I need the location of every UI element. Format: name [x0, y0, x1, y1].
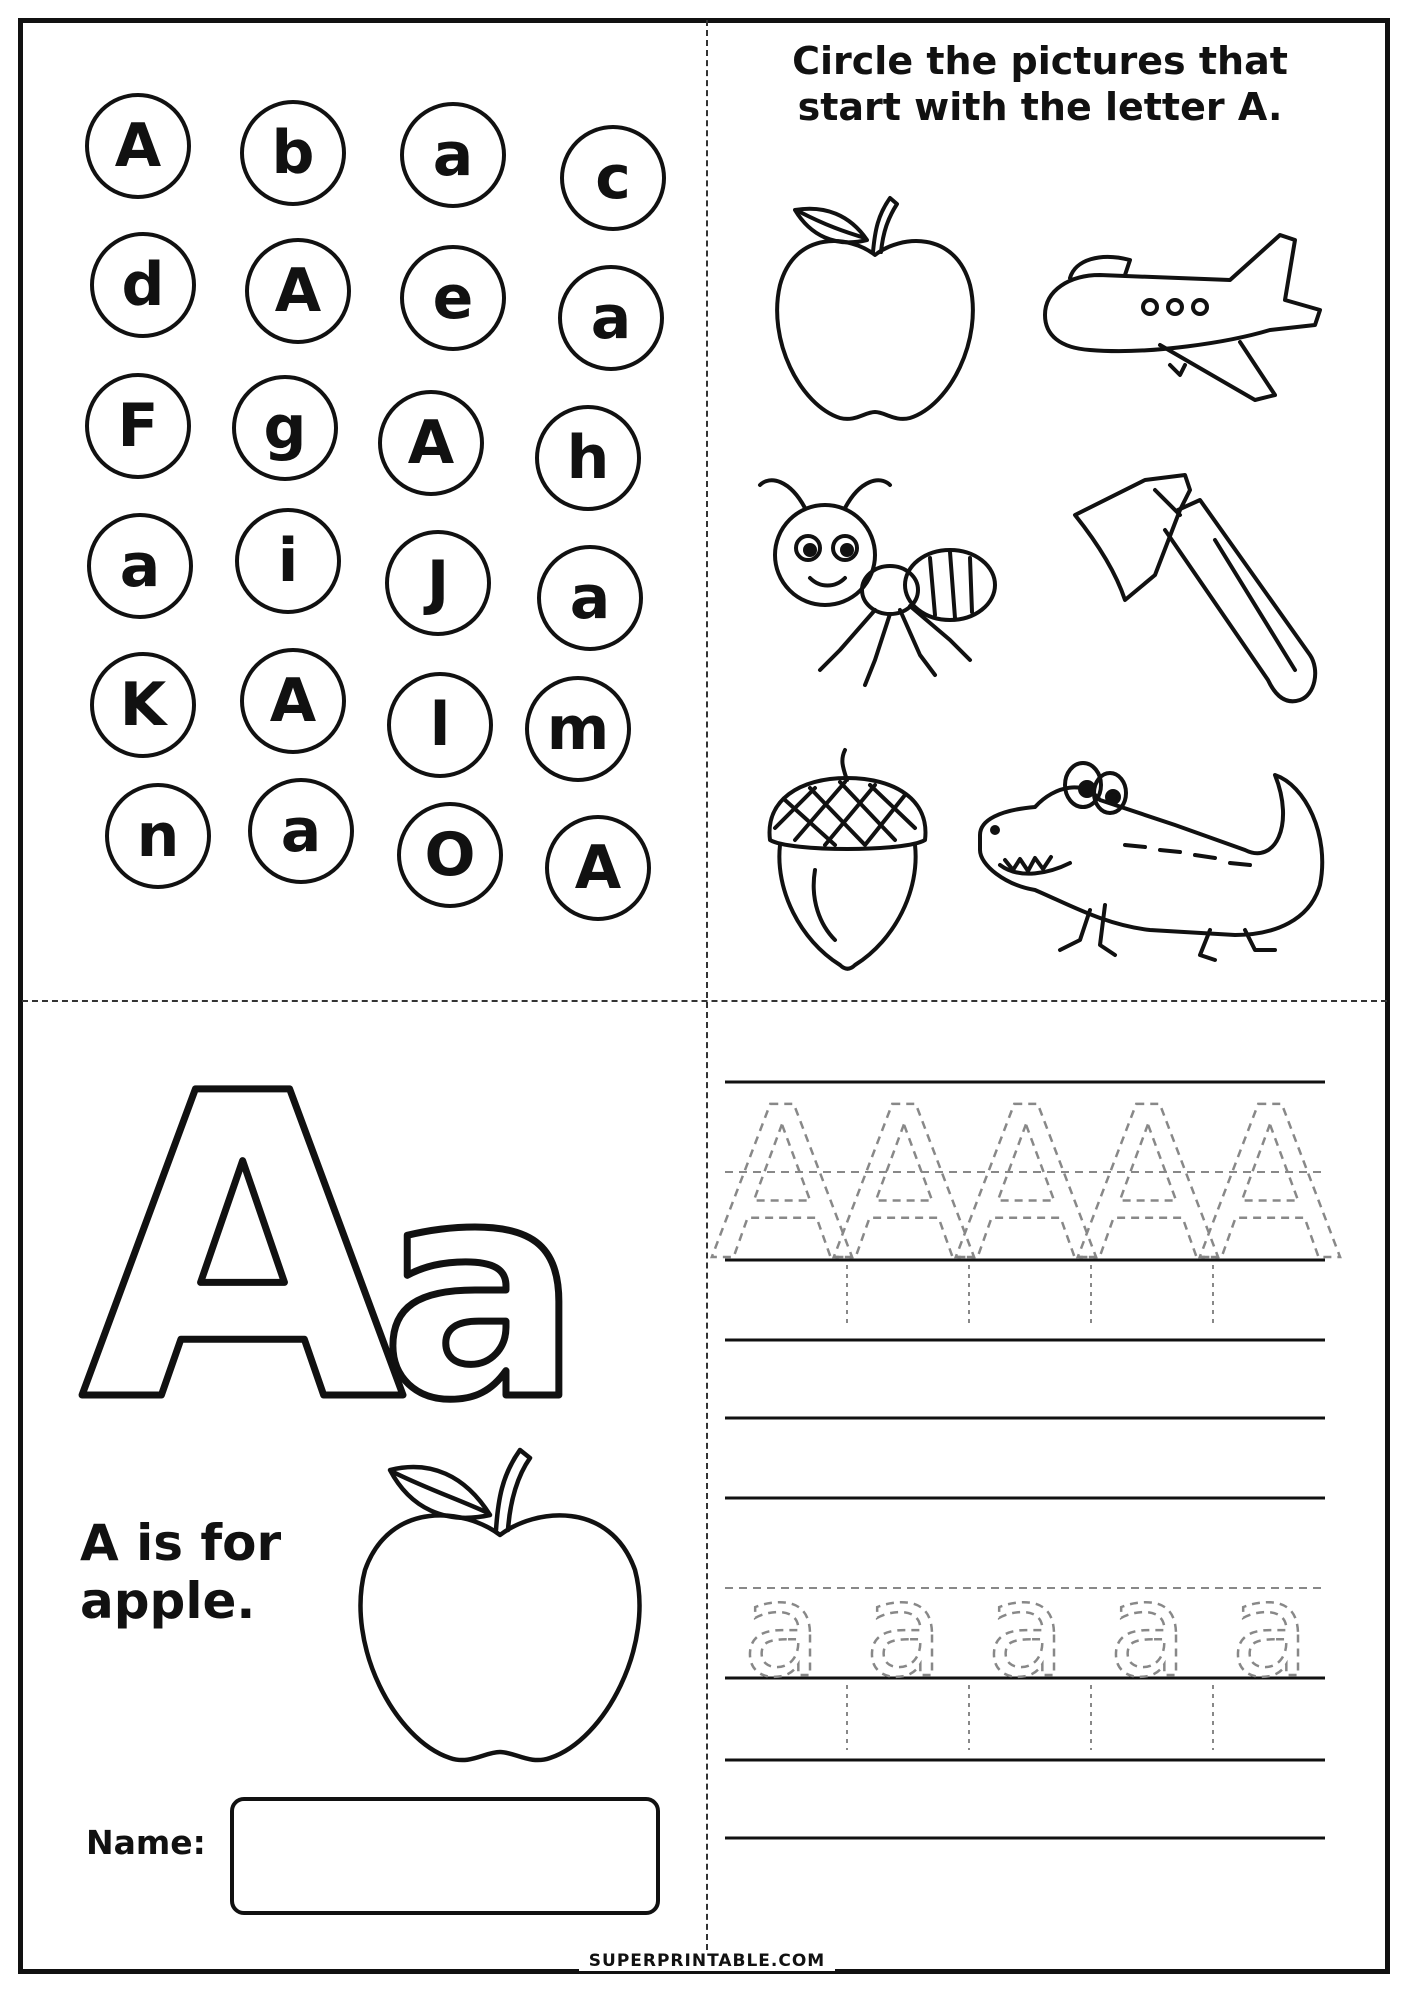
- name-field[interactable]: [230, 1797, 660, 1915]
- outline-letters: [80, 1006, 640, 1495]
- trace-letter-lowercase: a: [864, 1554, 944, 1706]
- trace-letter-lowercase: a: [742, 1554, 822, 1706]
- letter-bubble[interactable]: A: [378, 390, 484, 496]
- letter-bubble[interactable]: c: [560, 125, 666, 231]
- trace-letter-lowercase: a: [1230, 1554, 1310, 1706]
- letter-bubble[interactable]: O: [397, 802, 503, 908]
- vertical-cut-line: [706, 20, 708, 1970]
- letter-bubble[interactable]: l: [387, 672, 493, 778]
- apple-icon[interactable]: [755, 180, 995, 430]
- letter-bubble[interactable]: m: [525, 676, 631, 782]
- letter-bubble[interactable]: g: [232, 375, 338, 481]
- apple-icon: [330, 1420, 670, 1775]
- instructions-text: Circle the pictures that start with the letter A.: [792, 39, 1288, 130]
- site-credit: [0, 1951, 1414, 1971]
- outline-lowercase-letter: a: [380, 1117, 583, 1466]
- airplane-icon[interactable]: [1030, 230, 1330, 415]
- letter-bubble[interactable]: F: [85, 373, 191, 479]
- letter-bubble[interactable]: i: [235, 508, 341, 614]
- letter-bubble[interactable]: K: [90, 652, 196, 758]
- letter-bubble[interactable]: d: [90, 232, 196, 338]
- letter-bubble[interactable]: J: [385, 530, 491, 636]
- letter-bubble[interactable]: a: [87, 513, 193, 619]
- trace-letter-uppercase: A: [710, 1062, 854, 1307]
- letter-bubble[interactable]: h: [535, 405, 641, 511]
- trace-letter-uppercase: A: [832, 1062, 976, 1307]
- letter-bubble[interactable]: A: [245, 238, 351, 344]
- tracing-practice: [710, 1060, 1355, 1920]
- letter-bubble[interactable]: a: [558, 265, 664, 371]
- letter-bubble[interactable]: A: [545, 815, 651, 921]
- trace-letter-uppercase: A: [1076, 1062, 1220, 1307]
- letter-bubble[interactable]: A: [85, 93, 191, 199]
- trace-letter-lowercase: a: [986, 1554, 1066, 1706]
- caption-text: A is for apple.: [80, 1514, 282, 1630]
- trace-letter-lowercase: a: [1108, 1554, 1188, 1706]
- site-credit-text: SUPERPRINTABLE.COM: [579, 1951, 835, 1971]
- letter-bubble[interactable]: A: [240, 648, 346, 754]
- outline-uppercase-letter: A: [80, 1006, 406, 1495]
- axe-icon[interactable]: [1070, 470, 1330, 715]
- acorn-icon[interactable]: [755, 740, 940, 980]
- letter-bubble[interactable]: e: [400, 245, 506, 351]
- letter-bubble[interactable]: a: [248, 778, 354, 884]
- trace-letter-uppercase: A: [954, 1062, 1098, 1307]
- letter-bubble[interactable]: a: [537, 545, 643, 651]
- horizontal-cut-line: [22, 1000, 1387, 1002]
- letter-bubble[interactable]: b: [240, 100, 346, 206]
- ant-icon[interactable]: [750, 470, 1000, 700]
- alligator-icon[interactable]: [975, 755, 1340, 965]
- letter-bubble[interactable]: n: [105, 783, 211, 889]
- trace-letter-uppercase: A: [1198, 1062, 1342, 1307]
- name-label: Name:: [86, 1823, 206, 1862]
- letter-bubble[interactable]: a: [400, 102, 506, 208]
